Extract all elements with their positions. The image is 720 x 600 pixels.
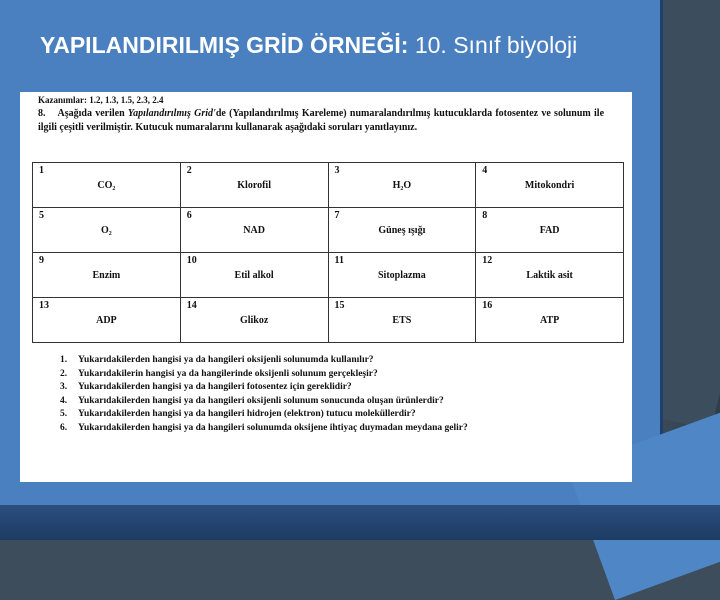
grid-cell-number: 3 [334, 165, 340, 176]
grid-cell-number: 16 [482, 300, 493, 311]
grid-cell-term: Güneş ışığı [378, 225, 426, 236]
question-item-number: 1. [60, 355, 68, 365]
question-item-text: Yukarıdakilerden hangisi ya da hangileri oksijenli solunumda kullanılır? [78, 355, 374, 365]
grid-cell [328, 163, 476, 208]
question-item-text: Yukarıdakilerin hangisi ya da hangilerinde oksijenli solunum gerçekleşir? [78, 368, 378, 379]
grid-cell-term: H₂O [392, 180, 412, 191]
grid-cell-number: 4 [482, 165, 488, 176]
question-item-number: 4. [60, 395, 68, 406]
grid-cell-term: CO₂ [97, 180, 116, 191]
question-item [60, 395, 608, 409]
grid-row [33, 163, 624, 208]
grid-cell [180, 253, 328, 298]
question-item-text: Yukarıdakilerden hangisi ya da hangileri fotosentez için gereklidir? [78, 382, 352, 392]
grid-cell-number: 13 [39, 300, 49, 311]
grid-cell-term: Mitokondri [524, 180, 575, 191]
grid-cell-number: 5 [39, 210, 44, 221]
grid-cell-term: ATP [539, 315, 560, 326]
question-list [60, 354, 608, 435]
grid-cell-number: 2 [186, 165, 192, 176]
grid-cell [33, 208, 181, 253]
question-text-post: de (Yapılandırılmış Kareleme) numaralandırılmış kutucuklarda fotosentez ve solunum ile ilgili çeşitli verilmiştir. Kutucuk numaralarını kullanarak aşağıdaki soruları yanıtlayınız. [38, 108, 605, 133]
grid-cell-term: Laktik asit [526, 270, 573, 281]
question-item-text: Yukarıdakilerden hangisi ya da hangileri oksijenli solunum sonucunda oluşan ürünlerdir? [78, 395, 444, 406]
question-item [60, 422, 608, 436]
grid-cell-term: Enzim [92, 270, 121, 281]
grid-cell [476, 253, 624, 298]
grid-cell-term: Glikoz [239, 315, 269, 326]
grid-cell-term: NAD [243, 225, 265, 236]
grid-cell [476, 298, 624, 343]
question-item-text: Yukarıdakilerden hangisi ya da hangileri hidrojen (elektron) tutucu moleküllerdir? [78, 409, 416, 419]
grid-cell-term: ETS [392, 315, 412, 326]
question-item-number: 3. [60, 382, 68, 392]
question-item [60, 408, 608, 422]
grid-cell [33, 253, 181, 298]
grid-row [33, 208, 624, 253]
grid-row [33, 253, 624, 298]
grid-cell-number: 10 [186, 255, 197, 266]
question-item-number: 2. [60, 368, 68, 379]
grid-cell [476, 163, 624, 208]
grid-cell-term: ADP [96, 315, 117, 326]
question-prompt [38, 107, 604, 135]
grid-cell-term: O₂ [100, 225, 112, 236]
slide-title-rest: 10. Sınıf biyoloji [408, 32, 578, 58]
slide-title [40, 28, 620, 62]
slide-bottom-band [0, 505, 720, 540]
grid-cell-number: 11 [334, 255, 344, 266]
question-item [60, 354, 608, 368]
question-number: 8. [38, 108, 46, 119]
grid-cell-number: 6 [186, 210, 192, 221]
grid-cell-term: Klorofil [237, 180, 271, 191]
grid-cell-number: 1 [39, 165, 44, 176]
grid-cell [33, 298, 181, 343]
question-text-italic: Yapılandırılmış Grid' [127, 108, 216, 119]
kazanimlar-line: Kazanımlar: 1.2, 1.3, 1.5, 2.3, 2.4 [38, 95, 164, 105]
grid-cell-term: FAD [539, 225, 560, 236]
question-item [60, 381, 608, 395]
grid-cell-term: Sitoplazma [377, 270, 426, 281]
question-item-number: 5. [60, 409, 68, 419]
question-item [60, 368, 608, 382]
grid-cell [328, 253, 476, 298]
question-item-text: Yukarıdakilerden hangisi ya da hangileri solunumda oksijene ihtiyaç duymadan meydana gelir? [78, 422, 468, 433]
grid-cell-number: 15 [334, 300, 345, 311]
grid-cell-term: Etil alkol [234, 270, 274, 281]
grid-cell [476, 208, 624, 253]
slide-title-bold: YAPILANDIRILMIŞ GRİD ÖRNEĞİ: [40, 32, 409, 58]
grid-row [33, 298, 624, 343]
grid-cell [180, 163, 328, 208]
grid-cell-number: 8 [482, 210, 488, 221]
grid-cell-number: 14 [186, 300, 197, 311]
question-text-pre: Aşağıda verilen [57, 108, 128, 119]
grid-cell-number: 9 [39, 255, 44, 266]
grid-cell [180, 298, 328, 343]
grid-cell-number: 12 [482, 255, 493, 266]
grid-cell [180, 208, 328, 253]
grid-cell [33, 163, 181, 208]
structured-grid [32, 162, 624, 343]
question-item-number: 6. [60, 422, 68, 433]
worksheet-image [20, 92, 632, 482]
grid-cell [328, 298, 476, 343]
grid-cell [328, 208, 476, 253]
grid-cell-number: 7 [334, 210, 340, 221]
